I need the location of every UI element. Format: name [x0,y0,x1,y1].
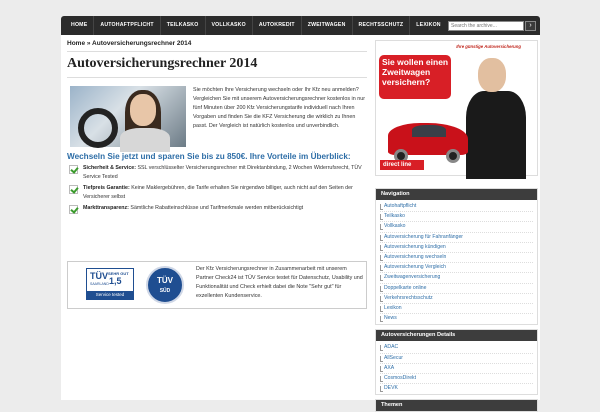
sidebar-link[interactable]: DEVK [380,384,533,393]
nav-item-home[interactable]: HOME [65,16,94,35]
page-content [61,35,540,409]
tuv-logo-sub: SAARLAND [90,282,109,286]
ad-tagline: Ihre günstige Autoversicherung [456,44,521,49]
checkmark-icon [69,185,78,194]
sidebar-link[interactable]: AXA [380,364,533,374]
ad-person-image [466,91,526,179]
nav-item-autohaftpflicht[interactable]: AUTOHAFTPFLICHT [94,16,160,35]
checkmark-icon [69,205,78,214]
direct-line-logo: direct line [380,160,424,170]
tuv-grade-label: SEHR GUT [108,271,129,276]
benefits-headline: Wechseln Sie jetzt und sparen Sie bis zu 850€. Ihre Vorteile im Überblick: [67,152,351,161]
search-form [448,21,536,31]
tuv-saarland-seal [86,268,134,300]
breadcrumb[interactable]: Home » Autoversicherungsrechner 2014 [67,40,367,52]
advertisement-banner[interactable] [375,40,538,176]
page-title: Autoversicherungsrechner 2014 [67,56,367,78]
feature-text: Sämtliche Rabatteinschlüsse und Tarifmerkmale werden mitberücksichtigt [130,205,304,211]
details-widget [375,329,538,395]
search-input[interactable] [448,21,524,31]
car-wheel [446,149,460,163]
top-navigation-bar [61,16,540,35]
sidebar-link[interactable]: News [380,314,533,323]
navigation-widget [375,188,538,325]
sidebar-link[interactable]: Vollkasko [380,222,533,232]
intro-section [67,84,367,148]
tuv-sued-sub: SÜD [159,288,171,294]
feature-title: Markttransparenz: [83,205,129,211]
main-column [67,40,367,216]
nav-item-lexikon[interactable]: LEXIKON [416,22,441,28]
intro-text: Sie möchten Ihre Versicherung wechseln oder Ihr Kfz neu anmelden? Vergleichen Sie mit unserem Autoversicherungsrechner kostenlos in nur fünf Minuten über 200 Kfz Versicherungstarife individuell nach Ihren Vorgaben und finden Sie die KFZ Versicherung die wirklich zu Ihnen passt. Der Vergleich ist natürlich kostenlos und unverbindlich. [193,87,365,130]
checkmark-icon [69,165,78,174]
widget-title: Themen [376,400,537,411]
sidebar-link[interactable]: Zweitwagenversicherung [380,273,533,283]
tuv-sued-seal [146,266,184,304]
list-item [67,184,367,201]
list-item [67,204,367,213]
sidebar-link[interactable]: Doppelkarte online [380,284,533,294]
widget-title: Autoversicherungen Details [376,330,537,341]
tuv-certification-box [67,261,367,309]
sidebar-link[interactable]: Autohaftpflicht [380,202,533,212]
sidebar-link[interactable]: Autoversicherung für Fahranfänger [380,233,533,243]
sidebar-link[interactable]: Verkehrsrechtsschutz [380,294,533,304]
feature-title: Tiefpreis Garantie: [83,185,130,191]
nav-item-vollkasko[interactable]: VOLLKASKO [206,16,253,35]
ad-person-head [478,58,506,92]
sidebar [375,40,538,412]
sidebar-link[interactable]: Autoversicherung Vergleich [380,263,533,273]
tuv-sued-logo: TÜV [157,276,173,285]
tuv-tested-label: Service tested [87,291,133,299]
nav-item-autokredit[interactable]: AUTOKREDIT [253,16,302,35]
driver-photo [70,86,186,147]
nav-item-rechtsschutz[interactable]: RECHTSSCHUTZ [353,16,411,35]
benefits-list [67,164,367,213]
nav-item-zweitwagen[interactable]: ZWEITWAGEN [302,16,353,35]
arrow-right-icon: › [529,21,532,29]
tuv-grade: 1,5 [109,276,122,286]
ad-bubble-text: Sie wollen einen Zweitwagen versichern? [382,57,449,87]
widget-title: Navigation [376,189,537,200]
sidebar-link[interactable]: CosmosDirekt [380,374,533,384]
sidebar-link[interactable]: Autoversicherung kündigen [380,243,533,253]
sidebar-link[interactable]: ADAC [380,343,533,353]
tuv-logo-text: TÜV [90,271,108,281]
feature-text: Keine Maklergebühren, die Tarife erhalten Sie nirgendwo billiger, auch nicht auf den Seiten der Versicherer selbst [83,185,353,200]
car-window [412,125,446,137]
search-submit-button[interactable] [525,21,536,31]
list-item [67,164,367,181]
sidebar-link[interactable]: Autoversicherung wechseln [380,253,533,263]
sidebar-link[interactable]: AllSecur [380,354,533,364]
sidebar-link[interactable]: Lexikon [380,304,533,314]
feature-text: SSL verschlüsselter Versicherungsrechner mit Direktanbindung, 2 Wochen Widerrufsrecht, TÜV Service Tested [83,165,362,180]
sidebar-link[interactable]: Teilkasko [380,212,533,222]
nav-item-teilkasko[interactable]: TEILKASKO [161,16,206,35]
feature-title: Sicherheit & Service: [83,165,136,171]
themes-widget [375,399,538,412]
tuv-description: Der Kfz Versicherungsrechner in Zusammenarbeit mit unserem Partner Check24 ist TÜV Service testet für Datenschutz, Usability und Funktionalität und Check erhielt dabei die Note "Sehr gut" für exzellenten Kundenservice. [196,266,363,299]
